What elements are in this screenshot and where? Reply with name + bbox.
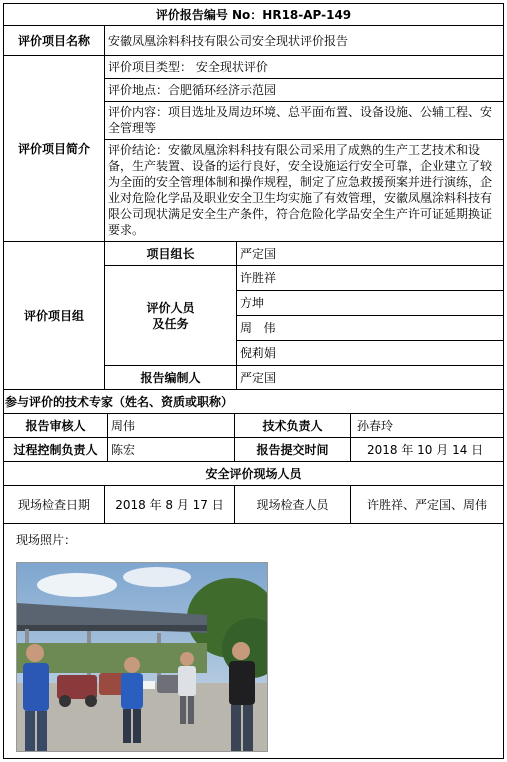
report-number-label: 评价报告编号 No： <box>155 7 263 22</box>
summary-location: 评价地点：合肥循环经济示范园 <box>105 79 503 102</box>
team-compiler-name: 严定国 <box>237 366 503 390</box>
project-name-label: 评价项目名称 <box>4 26 105 56</box>
summary-type: 评价项目类型： 安全现状评价 <box>105 56 503 79</box>
site-personnel-title: 安全评价现场人员 <box>4 462 503 486</box>
project-name-value: 安徽凤凰涂料科技有限公司安全现状评价报告 <box>105 26 503 56</box>
evaluation-report-form <box>3 3 504 759</box>
report-number-row <box>4 4 503 26</box>
site-date-label: 现场检查日期 <box>4 486 105 524</box>
submit-time-label: 报告提交时间 <box>235 438 351 462</box>
report-number: HR18-AP-149 <box>262 7 352 22</box>
summary-conclusion: 评价结论：安徽凤凰涂料科技有限公司采用了成熟的生产工艺技术和设备，生产装置、设备的运行良好，安全设施运行安全可靠，企业建立了较为全面的安全管理体制和操作规程，制定了应急救援预案并进行演练，企业对危险化学品及职业安全卫生均实施了有效管理，安徽凤凰涂料科技有限公司现状满足安全生产条件，符合危险化学品安全生产许可证延期换证要求。 <box>105 140 503 242</box>
team-member: 倪莉娟 <box>237 341 503 366</box>
site-people-value: 许胜祥、严定国、周伟 <box>351 486 503 524</box>
team-leader-label: 项目组长 <box>105 242 237 266</box>
reviewer-name: 周伟 <box>108 414 235 438</box>
process-control-label: 过程控制负责人 <box>4 438 108 462</box>
team-compiler-label: 报告编制人 <box>105 366 237 390</box>
team-leader-name: 严定国 <box>237 242 503 266</box>
summary-label: 评价项目简介 <box>4 56 105 242</box>
submit-time-value: 2018 年 10 月 14 日 <box>351 438 503 462</box>
team-members-label: 评价人员 及任务 <box>105 266 237 366</box>
site-date-value: 2018 年 8 月 17 日 <box>105 486 235 524</box>
experts-label: 参与评价的技术专家（姓名、资质或职称） <box>4 390 503 414</box>
team-label: 评价项目组 <box>4 242 105 390</box>
process-control-name: 陈宏 <box>108 438 235 462</box>
site-people-label: 现场检查人员 <box>235 486 351 524</box>
tech-lead-name: 孙春玲 <box>351 414 503 438</box>
team-member: 许胜祥 <box>237 266 503 291</box>
summary-content: 评价内容：项目选址及周边环境、总平面布置、设备设施、公辅工程、安全管理等 <box>105 102 503 140</box>
tech-lead-label: 技术负责人 <box>235 414 351 438</box>
team-member: 方坤 <box>237 291 503 316</box>
site-photo-label: 现场照片： <box>16 533 77 547</box>
site-photo <box>16 562 268 752</box>
site-photo-image <box>17 563 267 751</box>
team-member: 周 伟 <box>237 316 503 341</box>
reviewer-label: 报告审核人 <box>4 414 108 438</box>
